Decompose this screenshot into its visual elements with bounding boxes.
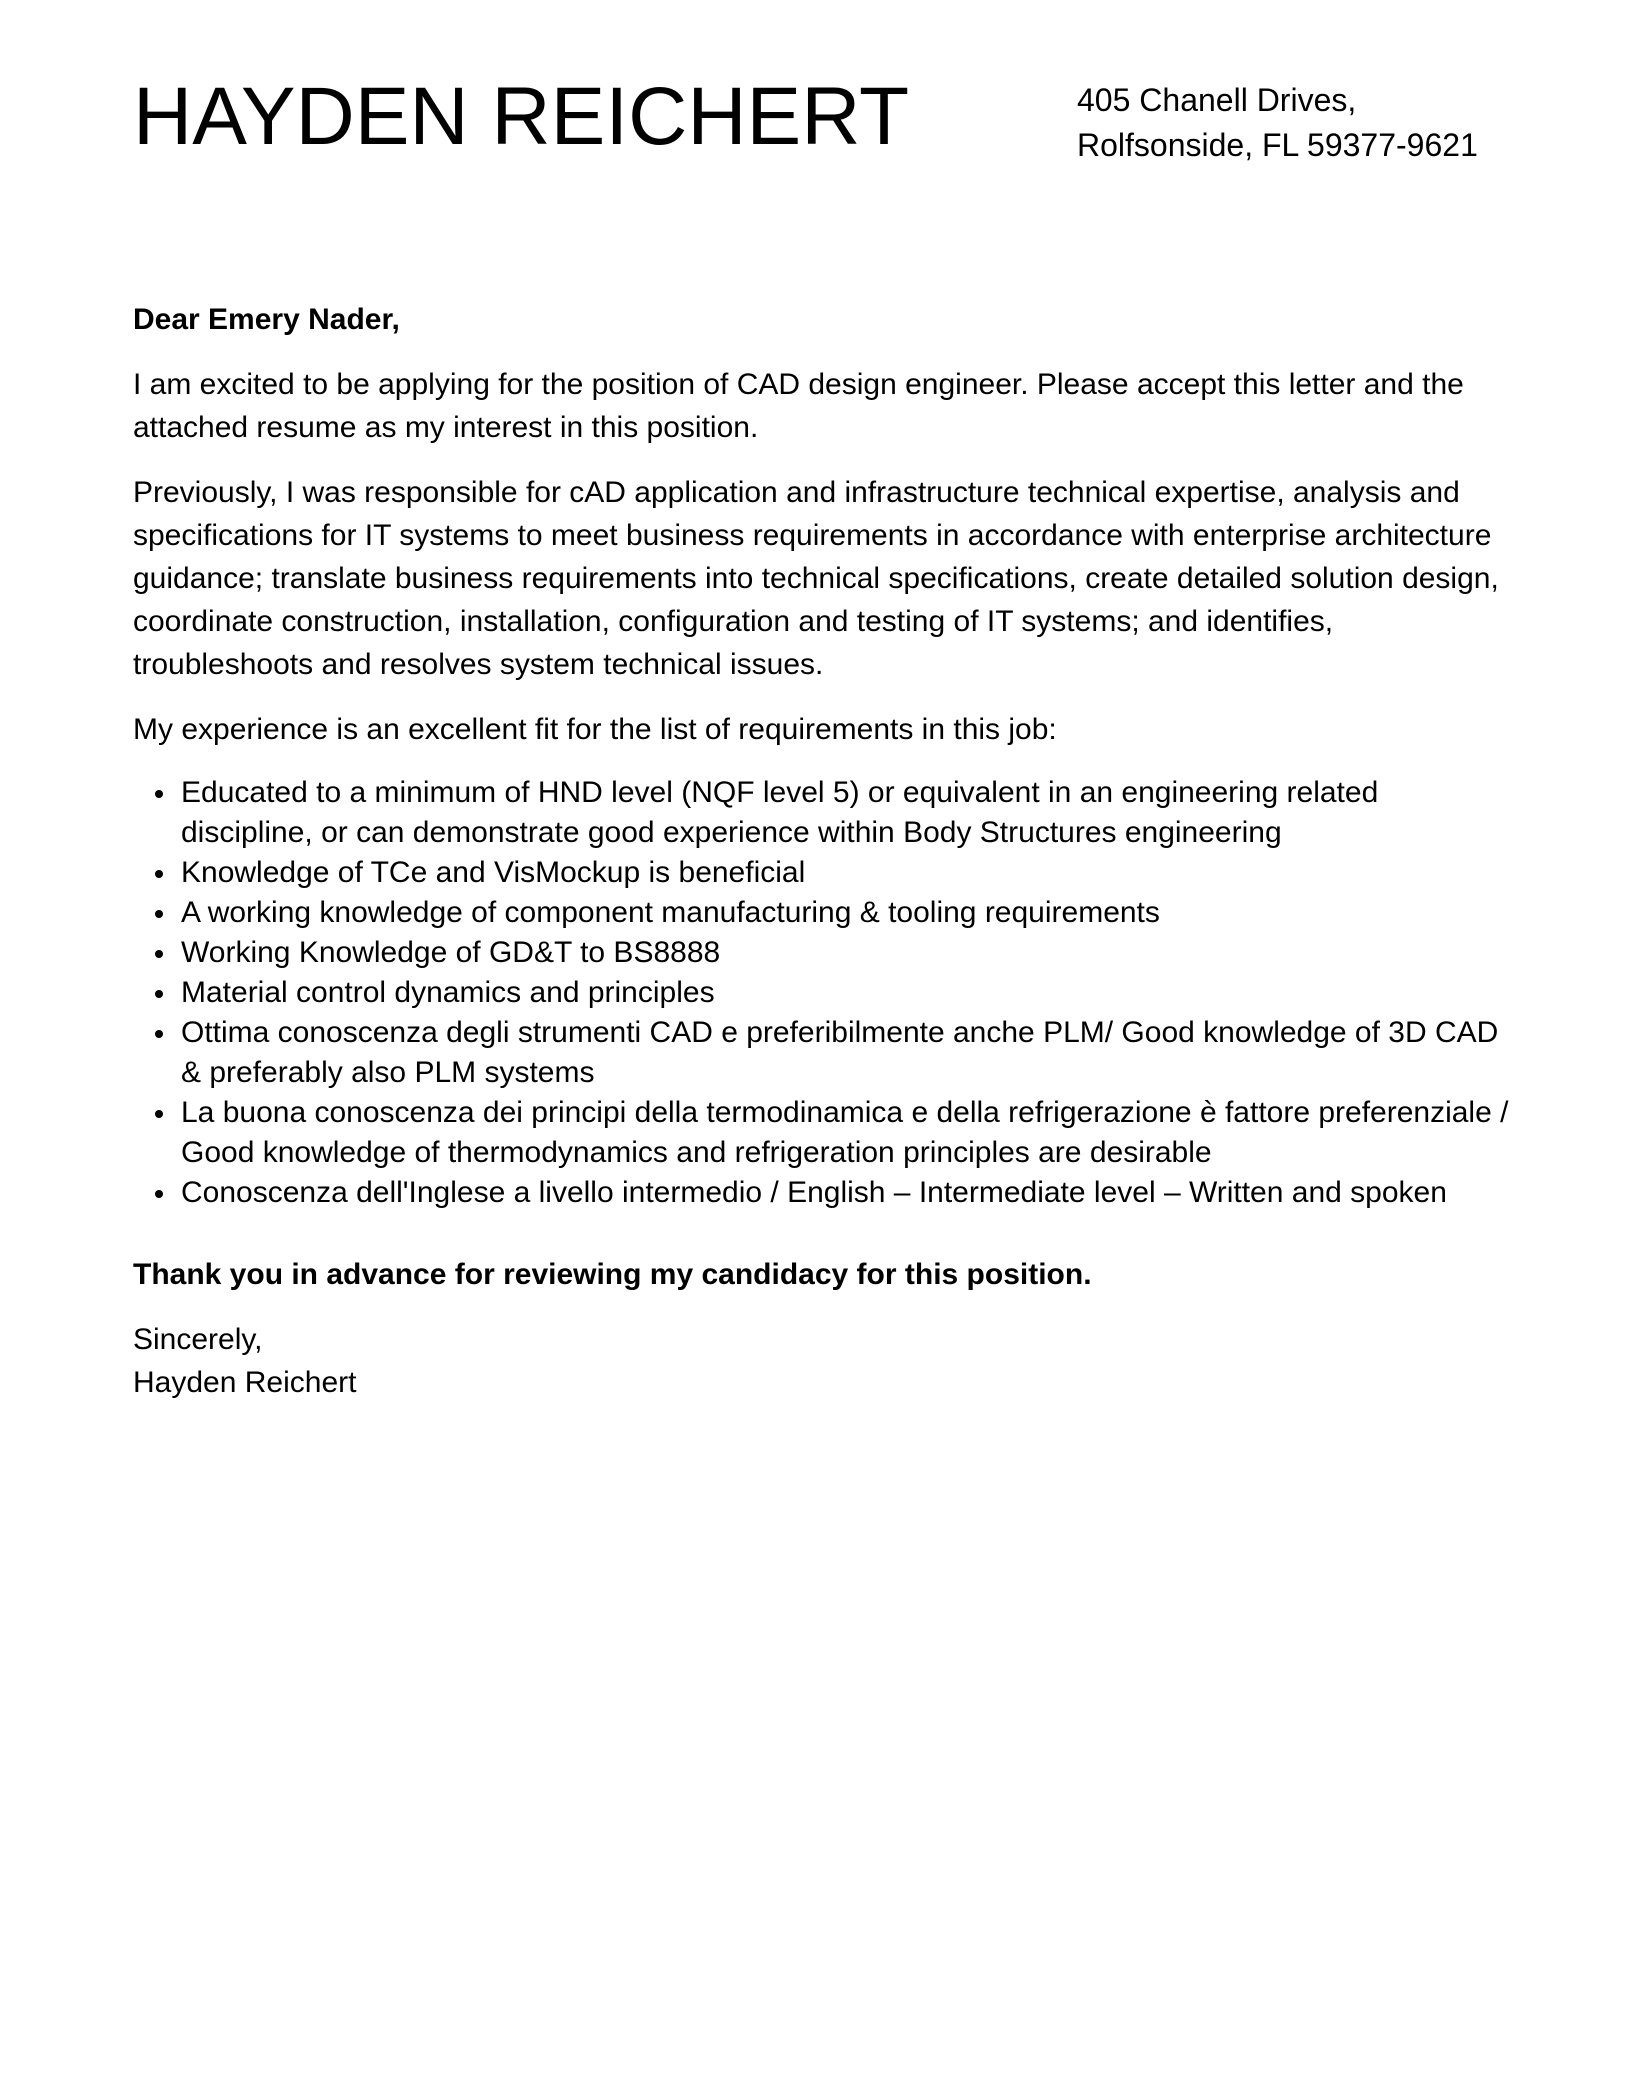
applicant-name: HAYDEN REICHERT bbox=[133, 71, 910, 162]
signature: Hayden Reichert bbox=[133, 1366, 357, 1399]
closing: Sincerely, bbox=[133, 1323, 263, 1356]
bullet-icon bbox=[155, 990, 163, 998]
address-line-1: 405 Chanell Drives, bbox=[1077, 82, 1357, 118]
list-item bbox=[133, 973, 1513, 1013]
requirement-text: A working knowledge of component manufacturing & tooling requirements bbox=[181, 896, 1160, 929]
list-item bbox=[133, 1093, 1513, 1173]
experience-paragraph: Previously, I was responsible for cAD application and infrastructure technical expertise, analysis and specifications for IT systems to meet business requirements in accordance with enterprise architecture guidance; translate business requirements into technical specifications, create detailed solution design, coordinate construction, installation, configuration and testing of IT systems; and identifies, troubleshoots and resolves system technical issues. bbox=[133, 476, 1499, 681]
intro-paragraph: I am excited to be applying for the position of CAD design engineer. Please accept this letter and the attached resume as my interest in this position. bbox=[133, 368, 1464, 444]
requirement-text: Knowledge of TCe and VisMockup is beneficial bbox=[181, 856, 806, 889]
letter-body bbox=[133, 298, 1513, 1404]
bullet-icon bbox=[155, 1190, 163, 1198]
bullet-icon bbox=[155, 870, 163, 878]
address-line-2: Rolfsonside, FL 59377-9621 bbox=[1077, 127, 1478, 163]
list-item bbox=[133, 1013, 1513, 1093]
bullet-icon bbox=[155, 1030, 163, 1038]
list-item bbox=[133, 853, 1513, 893]
bullet-icon bbox=[155, 950, 163, 958]
requirement-text: La buona conoscenza dei principi della termodinamica e della refrigerazione è fattore preferenziale / Good knowledge of thermodynamics and refrigeration principles are desirable bbox=[181, 1096, 1509, 1169]
salutation: Dear Emery Nader, bbox=[133, 303, 400, 336]
applicant-address bbox=[1077, 78, 1478, 168]
fit-statement: My experience is an excellent fit for the list of requirements in this job: bbox=[133, 713, 1057, 746]
list-item bbox=[133, 933, 1513, 973]
bullet-icon bbox=[155, 910, 163, 918]
bullet-icon bbox=[155, 1110, 163, 1118]
requirement-text: Material control dynamics and principles bbox=[181, 976, 715, 1009]
list-item bbox=[133, 773, 1513, 853]
thanks-statement: Thank you in advance for reviewing my candidacy for this position. bbox=[133, 1258, 1092, 1291]
requirement-text: Educated to a minimum of HND level (NQF level 5) or equivalent in an engineering related discipline, or can demonstrate good experience within Body Structures engineering bbox=[181, 776, 1379, 849]
list-item bbox=[133, 893, 1513, 933]
requirement-text: Ottima conoscenza degli strumenti CAD e preferibilmente anche PLM/ Good knowledge of 3D CAD & preferably also PLM systems bbox=[181, 1016, 1499, 1089]
bullet-icon bbox=[155, 790, 163, 798]
requirement-text: Conoscenza dell'Inglese a livello intermedio / English – Intermediate level – Written and spoken bbox=[181, 1176, 1447, 1209]
requirement-text: Working Knowledge of GD&T to BS8888 bbox=[181, 936, 721, 969]
list-item bbox=[133, 1173, 1513, 1213]
closing-block bbox=[133, 1318, 1513, 1404]
requirements-list bbox=[133, 773, 1513, 1213]
